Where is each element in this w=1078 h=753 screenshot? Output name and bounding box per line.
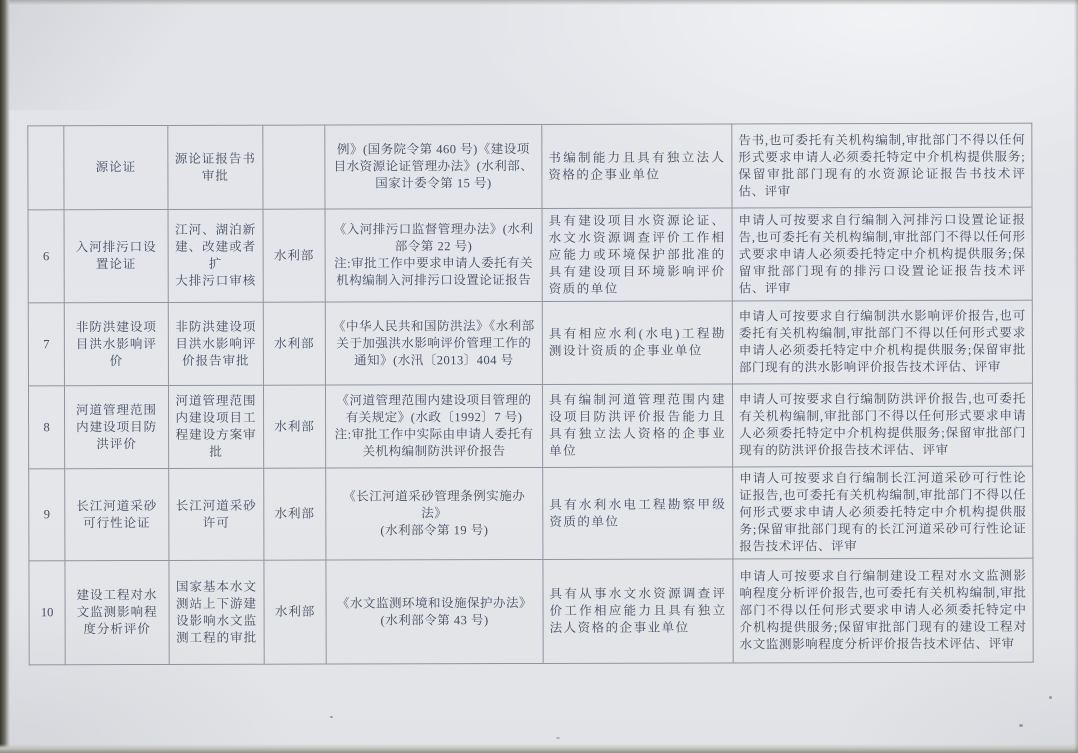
cell-agency: 具有水利水电工程勘察甲级资质的单位 <box>543 467 733 559</box>
approval-items-table <box>27 123 1033 666</box>
table-row <box>29 558 1033 665</box>
cell-item: 源论证 <box>64 125 168 209</box>
cell-department: 水利部 <box>264 560 326 664</box>
cell-agency: 具有从事水文水资源调查评价工作相应能力且具有独立法人资格的企事业单位 <box>543 559 733 663</box>
scan-speck <box>330 716 333 718</box>
scan-speck <box>1049 696 1052 699</box>
cell-approval: 国家基本水文 测站上下游建 设影响水文监 测工程的审批 <box>169 560 264 664</box>
cell-measures: 申请人可按要求自行编制入河排污口设置论证报告,也可委托有关机构编制,审批部门不得以任何形式要求申请人必须委托特定中介机构提供服务;保留审批部门现有的排污口设置论证报告技术评估、评审 <box>732 207 1032 301</box>
cell-no: 9 <box>29 469 65 561</box>
scanner-edge-bottom <box>0 744 1078 753</box>
cell-basis: 《入河排污口监督管理办法》(水利 部令第 22 号) 注:审批工作中要求申请人委托有关 机构编制入河排污口设置论证报告 <box>325 208 542 302</box>
table-row <box>28 123 1032 210</box>
table-row <box>29 466 1033 561</box>
table-row <box>28 383 1032 469</box>
cell-approval: 河道管理范围 内建设项目工 程建设方案审 批 <box>168 385 263 468</box>
cell-no: 7 <box>28 303 64 386</box>
cell-agency: 具有建设项目水资源论证、水文水资源调查评价工作相应能力或环境保护部批准的具有建设项目环境影响评价资质的单位 <box>542 208 732 301</box>
cell-department: 水利部 <box>263 302 325 385</box>
cell-no: 6 <box>28 210 64 303</box>
cell-measures: 申请人可按要求自行编制防洪评价报告,也可委托有关机构编制,审批部门不得以任何形式要求申请人必须委托特定中介机构提供服务;保留审批部门现有的防洪评价报告技术评估、评审 <box>732 383 1032 467</box>
cell-basis: 《水文监测环境和设施保护办法》 (水利部令第 43 号) <box>326 559 543 664</box>
paper-fold-shade <box>0 0 300 110</box>
cell-item: 入河排污口设 置论证 <box>64 209 168 302</box>
cell-basis: 《长江河道采砂管理条例实施办法》 (水利部令第 19 号) <box>326 467 543 560</box>
cell-no: 10 <box>29 561 65 665</box>
cell-basis: 《河道管理范围内建设项目管理的 有关规定》(水政〔1992〕7 号) 注:审批工作中实际由申请人委托有 关机构编制防洪评价报告 <box>325 384 542 468</box>
cell-item: 非防洪建设项 目洪水影响评 价 <box>64 302 168 385</box>
cell-item: 建设工程对水 文监测影响程 度分析评价 <box>65 560 169 664</box>
cell-department: 水利部 <box>263 385 325 468</box>
cell-measures: 申请人可按要求自行编制建设工程对水文监测影响程度分析评价报告,也可委托有关机构编制,审批部门不得以任何形式要求申请人必须委托特定中介机构提供服务;保留审批部门现有的建设工程对水文监测影响程度分析评价报告技术评估、评审 <box>733 558 1033 663</box>
table-row <box>28 207 1032 303</box>
cell-item: 长江河道采砂 可行性论证 <box>65 468 169 560</box>
cell-measures: 告书,也可委托有关机构编制,审批部门不得以任何形式要求申请人必须委托特定中介机构提供服务;保留审批部门现有的水资源论证报告书技术评估、评审 <box>732 123 1032 208</box>
cell-approval: 非防洪建设项 目洪水影响评 价报告审批 <box>168 302 263 385</box>
cell-approval: 源论证报告书 审批 <box>168 125 263 209</box>
cell-no <box>28 126 64 210</box>
scan-speck <box>766 640 768 642</box>
cell-agency: 具有编制河道管理范围内建设项目防洪评价报告能力且具有独立法人资格的企事业单位 <box>542 384 732 467</box>
cell-agency: 书编制能力且具有独立法人资格的企事业单位 <box>542 124 732 208</box>
cell-agency: 具有相应水利(水电)工程勘测设计资质的企事业单位 <box>542 301 732 384</box>
cell-basis: 例》(国务院令第 460 号)《建设项 目水资源论证管理办法》(水利部、 国家计委令第 15 号) <box>325 124 542 209</box>
cell-department: 水利部 <box>263 209 325 302</box>
scan-speck <box>1019 724 1023 727</box>
cell-basis: 《中华人民共和国防洪法》《水利部 关于加强洪水影响评价管理工作的 通知》(水汛〔2013〕404 号 <box>325 301 542 385</box>
cell-no: 8 <box>28 386 64 469</box>
scanner-edge-right <box>1074 0 1078 753</box>
scan-speck <box>556 737 560 739</box>
cell-department <box>263 125 325 209</box>
cell-approval: 长江河道采砂 许可 <box>169 468 264 560</box>
cell-approval: 江河、湖泊新 建、改建或者扩 大排污口审核 <box>168 209 263 302</box>
cell-department: 水利部 <box>264 468 326 560</box>
cell-measures: 申请人可按要求自行编制洪水影响评价报告,也可委托有关机构编制,审批部门不得以任何形式要求申请人必须委托特定中介机构提供服务;保留审批部门现有的洪水影响评价报告技术评估、评审 <box>732 300 1032 384</box>
cell-item: 河道管理范围 内建设项目防 洪评价 <box>64 385 168 468</box>
cell-measures: 申请人可按要求自行编制长江河道采砂可行性论证报告,也可委托有关机构编制,审批部门不得以任何形式要求申请人必须委托特定中介机构提供服务;保留审批部门现有的长江河道采砂可行性论证报告技术评估、评审 <box>733 466 1033 559</box>
table-row <box>28 300 1032 386</box>
scanner-edge-top <box>0 0 1078 5</box>
scanner-edge-left <box>0 0 10 753</box>
